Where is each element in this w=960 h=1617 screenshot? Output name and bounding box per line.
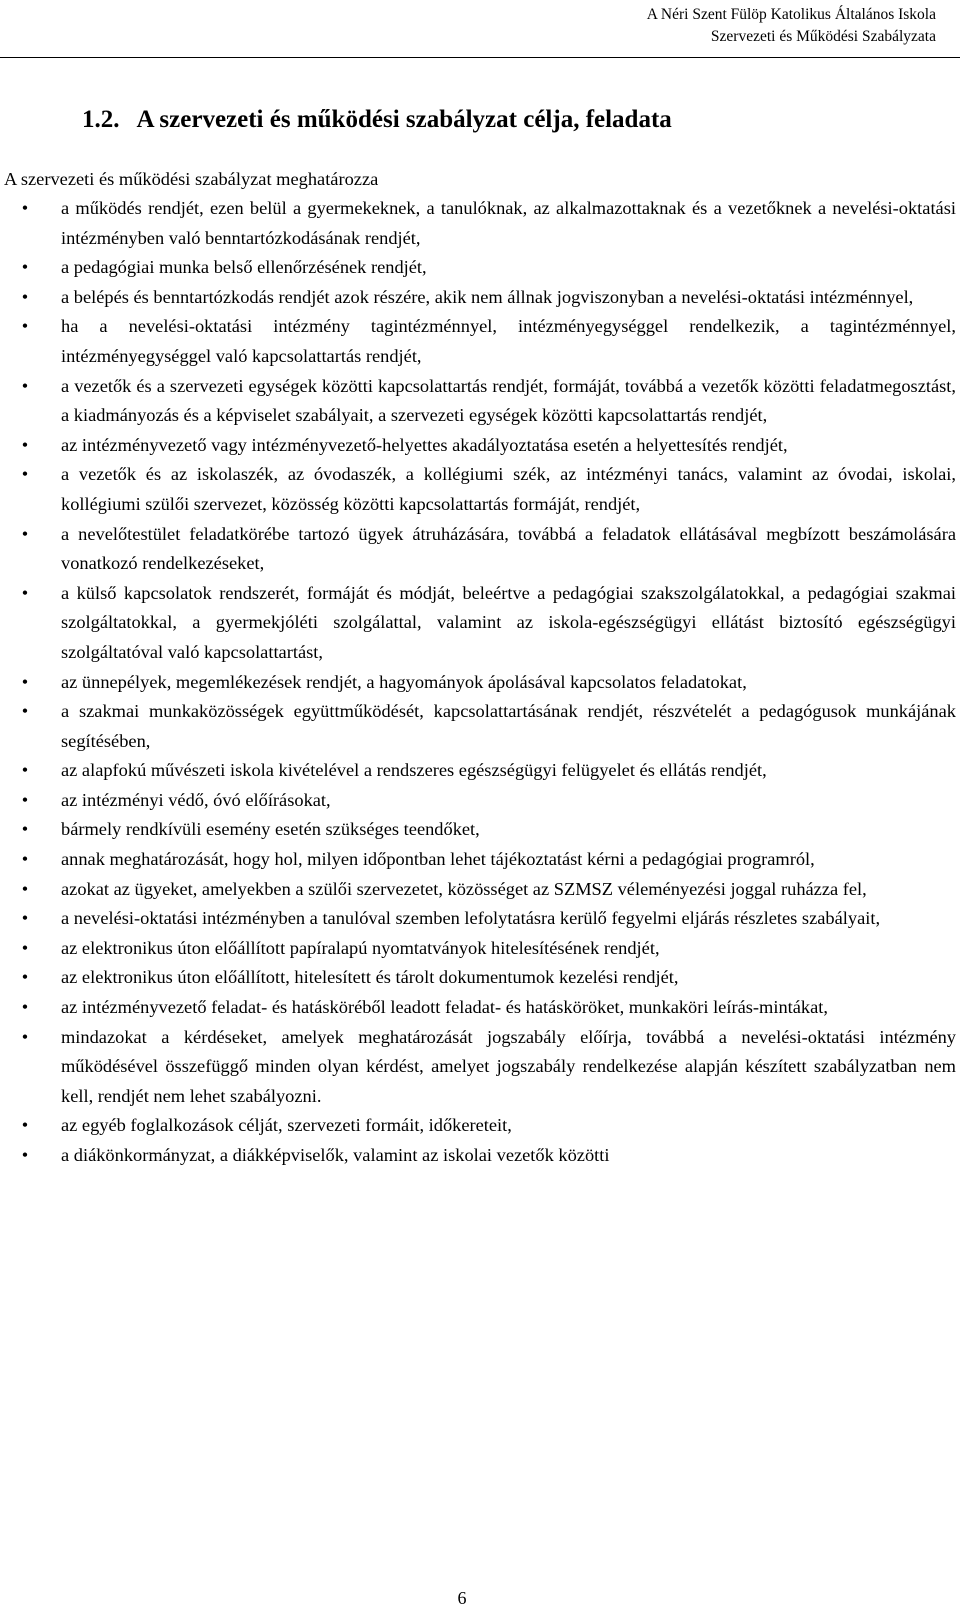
header-document-name: Szervezeti és Működési Szabályzata xyxy=(710,28,936,45)
list-item xyxy=(0,697,956,756)
bullet-icon: • xyxy=(21,375,29,396)
list-item xyxy=(0,460,956,519)
list-item-text: annak meghatározását, hogy hol, milyen időpontban lehet tájékoztatást kérni a pedagógiai programról, xyxy=(61,849,815,870)
bullet-icon: • xyxy=(21,701,29,722)
list-item-text: az elektronikus úton előállított papíralapú nyomtatványok hitelesítésének rendjét, xyxy=(61,937,660,958)
list-item-text: a pedagógiai munka belső ellenőrzésének rendjét, xyxy=(61,257,427,278)
list-item-text: a vezetők és az iskolaszék, az óvodaszék, a kollégiumi szék, az intézményi tanács, valamint az óvodai, iskolai, kollégiumi szülői szervezet, közösség közötti kapcsolattartás formáját, rendjét, xyxy=(61,464,956,514)
list-item xyxy=(0,579,956,668)
header-school-name: A Néri Szent Fülöp Katolikus Általános Iskola xyxy=(646,6,936,23)
list-item-text: az intézményvezető feladat- és hatásköréből leadott feladat- és hatásköröket, munkaköri leírás-mintákat, xyxy=(61,997,828,1018)
list-item xyxy=(0,431,956,461)
list-item xyxy=(0,194,956,253)
bullet-icon: • xyxy=(21,1026,29,1047)
list-item xyxy=(0,963,956,993)
list-item xyxy=(0,904,956,934)
list-item-text: a vezetők és a szervezeti egységek közötti kapcsolattartás rendjét, formáját, továbbá a vezetők közötti feladatmegosztást, a kiadmányozás és a képviselet szabályait, a szervezeti egységek közötti kapcsolattartás rendjét, xyxy=(61,375,956,426)
bullet-icon: • xyxy=(21,789,29,810)
list-item xyxy=(0,668,956,698)
section-title xyxy=(82,104,672,136)
bullet-icon: • xyxy=(21,908,29,929)
list-item-text: a belépés és benntartózkodás rendjét azok részére, akik nem állnak jogviszonyban a nevelési-oktatási intézménnyel, xyxy=(61,286,914,307)
list-item-text: bármely rendkívüli esemény esetén szükséges teendőket, xyxy=(61,819,480,840)
list-item-text: az elektronikus úton előállított, hitelesített és tárolt dokumentumok kezelési rendjét, xyxy=(61,967,679,988)
list-item xyxy=(0,1111,956,1141)
list-item-text: a nevelőtestület feladatkörébe tartozó ügyek átruházására, továbbá a feladatok ellátásával megbízott beszámolására vonatkozó rendelkezéseket, xyxy=(61,523,956,574)
bullet-icon: • xyxy=(21,257,29,278)
list-item-text: az egyéb foglalkozások célját, szervezeti formáit, időkereteit, xyxy=(61,1115,512,1136)
list-item xyxy=(0,372,956,431)
bullet-icon: • xyxy=(21,464,29,485)
list-item-text: azokat az ügyeket, amelyekben a szülői szervezetet, közösséget az SZMSZ véleményezési joggal ruházza fel, xyxy=(61,878,867,899)
bullet-icon: • xyxy=(21,819,29,840)
bullet-icon: • xyxy=(21,434,29,455)
list-item-text: a szakmai munkaközösségek együttműködését, kapcsolattartásának rendjét, részvételét a pedagógusok munkájának segítésében, xyxy=(61,701,956,751)
list-item-text: a nevelési-oktatási intézményben a tanulóval szemben lefolytatásra kerülő fegyelmi eljárás részletes szabályait, xyxy=(61,908,881,929)
list-item xyxy=(0,875,956,905)
bullet-icon: • xyxy=(21,286,29,307)
bullet-icon: • xyxy=(21,316,29,337)
bullet-icon: • xyxy=(21,849,29,870)
bullet-icon: • xyxy=(21,1115,29,1136)
list-item-text: az intézményvezető vagy intézményvezető-helyettes akadályoztatása esetén a helyettesítés rendjét, xyxy=(61,434,788,455)
list-item xyxy=(0,786,956,816)
list-item-text: a működés rendjét, ezen belül a gyermekeknek, a tanulóknak, az alkalmazottaknak és a vezetőknek a nevelési-oktatási intézményben való benntartózkodásának rendjét, xyxy=(61,198,956,248)
list-item-text: az alapfokú művészeti iskola kivételével a rendszeres egészségügyi felügyelet és ellátás rendjét, xyxy=(61,760,767,781)
list-item xyxy=(0,934,956,964)
bullet-icon: • xyxy=(21,878,29,899)
bullet-list xyxy=(0,194,956,1171)
list-item xyxy=(0,520,956,579)
list-item xyxy=(0,1141,956,1171)
bullet-icon: • xyxy=(21,937,29,958)
list-item xyxy=(0,283,956,313)
bullet-icon: • xyxy=(21,1145,29,1165)
list-item xyxy=(0,312,956,371)
bullet-icon: • xyxy=(21,760,29,781)
list-item xyxy=(0,845,956,875)
intro-paragraph: A szervezeti és működési szabályzat meghatározza xyxy=(4,169,379,189)
list-item xyxy=(0,756,956,786)
header-divider xyxy=(0,57,960,58)
section-heading-text: A szervezeti és működési szabályzat célja, feladata xyxy=(136,106,672,133)
list-item-text: az intézményi védő, óvó előírásokat, xyxy=(61,789,331,810)
bullet-icon: • xyxy=(21,582,29,603)
bullet-icon: • xyxy=(21,671,29,692)
bullet-icon: • xyxy=(21,523,29,544)
list-item xyxy=(0,815,956,845)
section-number: 1.2. xyxy=(82,106,120,133)
list-item-text: az ünnepélyek, megemlékezések rendjét, a hagyományok ápolásával kapcsolatos feladatokat, xyxy=(61,671,747,692)
bullet-icon: • xyxy=(21,967,29,988)
list-item-text: a külső kapcsolatok rendszerét, formáját és módját, beleértve a pedagógiai szakszolgálatokkal, a pedagógiai szakmai szolgáltatokkal, a gyermekjóléti szolgálattal, valamint az iskola-egészségügyi ellátást biztosító egészségügyi szolgáltatóval való kapcsolattartást, xyxy=(61,582,956,662)
list-item-text: mindazokat a kérdéseket, amelyek meghatározását jogszabály előírja, továbbá a nevelési-oktatási intézmény működésével összefüggő minden olyan kérdést, amelyet jogszabály rendelkezése alapján készített szabályzatban nem kell, rendjét nem lehet szabályozni. xyxy=(61,1026,956,1106)
page-number: 6 xyxy=(457,1588,467,1608)
list-item xyxy=(0,993,956,1023)
page-header xyxy=(647,4,936,48)
bullet-icon: • xyxy=(21,198,29,218)
list-item xyxy=(0,253,956,283)
list-item-text: a diákönkormányzat, a diákképviselők, valamint az iskolai vezetők közötti xyxy=(61,1145,610,1165)
bullet-icon: • xyxy=(21,997,29,1018)
list-item xyxy=(0,1023,956,1112)
list-item-text: ha a nevelési-oktatási intézmény tagintézménnyel, intézményegységgel rendelkezik, a tagintézménnyel, intézményegységgel való kapcsolattartás rendjét, xyxy=(61,316,956,366)
